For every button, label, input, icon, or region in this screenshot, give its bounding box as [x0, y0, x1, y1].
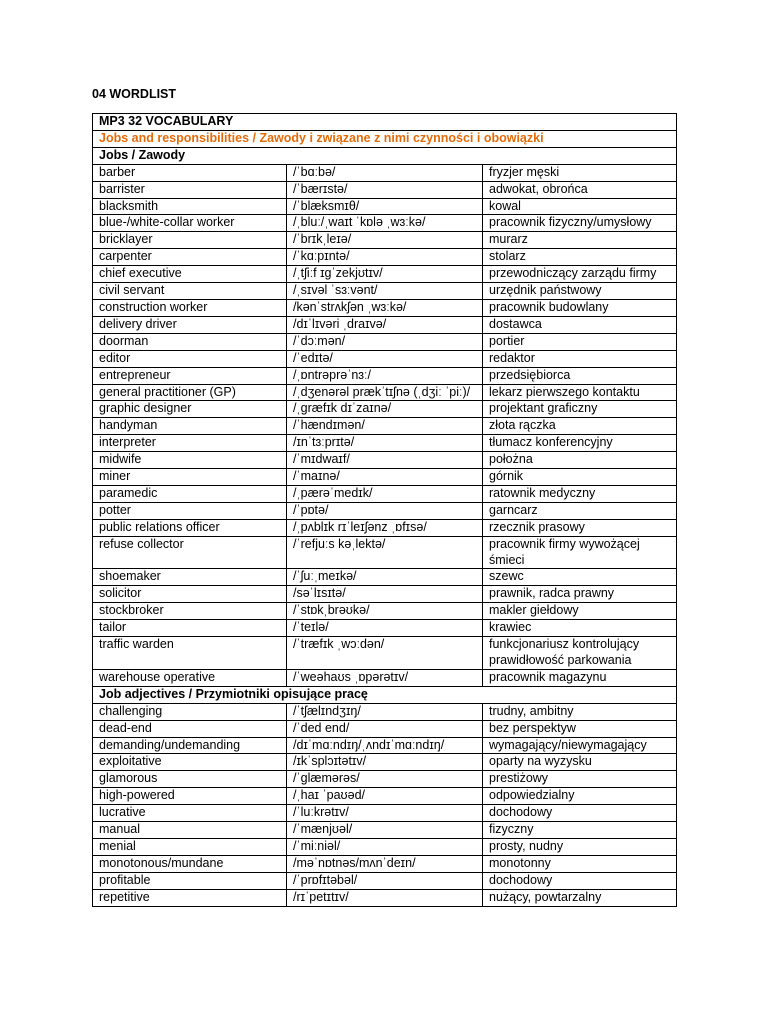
translation-cell: stolarz [483, 249, 677, 266]
term-cell: general practitioner (GP) [93, 384, 287, 401]
pronunciation-cell: /ˈtræfɪk ˌwɔːdən/ [287, 637, 483, 670]
pronunciation-cell: /ˈweəhaʊs ˌɒpərətɪv/ [287, 669, 483, 686]
term-cell: shoemaker [93, 569, 287, 586]
pronunciation-cell: /ˌsɪvəl ˈsɜːvənt/ [287, 283, 483, 300]
pronunciation-cell: /ˌpærəˈmedɪk/ [287, 485, 483, 502]
table-row [93, 333, 677, 350]
table-row [93, 215, 677, 232]
translation-cell: prawnik, radca prawny [483, 586, 677, 603]
pronunciation-cell: /dɪˈmɑːndɪŋ/ˌʌndɪˈmɑːndɪŋ/ [287, 737, 483, 754]
table-row [93, 401, 677, 418]
term-cell: blue-/white-collar worker [93, 215, 287, 232]
table-row [93, 232, 677, 249]
group-header-cell: Jobs / Zawody [93, 147, 677, 164]
term-cell: civil servant [93, 283, 287, 300]
pronunciation-cell: /ˈɡlæmərəs/ [287, 771, 483, 788]
table-row [93, 418, 677, 435]
pronunciation-cell: /ˈbɑːbə/ [287, 164, 483, 181]
term-cell: high-powered [93, 788, 287, 805]
translation-cell: fryzjer męski [483, 164, 677, 181]
table-row [93, 889, 677, 906]
term-cell: exploitative [93, 754, 287, 771]
translation-cell: przewodniczący zarządu firmy [483, 266, 677, 283]
pronunciation-cell: /ˈbrɪkˌleɪə/ [287, 232, 483, 249]
term-cell: repetitive [93, 889, 287, 906]
pronunciation-cell: /ˈhændɪmən/ [287, 418, 483, 435]
pronunciation-cell: /ˈbærɪstə/ [287, 181, 483, 198]
translation-cell: pracownik budowlany [483, 299, 677, 316]
pronunciation-cell: /ˌtʃiːf ɪɡˈzekjʊtɪv/ [287, 266, 483, 283]
table-row [93, 569, 677, 586]
pronunciation-cell: /ˈstɒkˌbrəʊkə/ [287, 603, 483, 620]
term-cell: editor [93, 350, 287, 367]
translation-cell: funkcjonariusz kontrolujący prawidłowość parkowania [483, 637, 677, 670]
translation-cell: prosty, nudny [483, 838, 677, 855]
term-cell: menial [93, 838, 287, 855]
document-title: 04 WORDLIST [92, 87, 177, 101]
translation-cell: kowal [483, 198, 677, 215]
table-row [93, 703, 677, 720]
vocabulary-table [92, 113, 677, 907]
translation-cell: nużący, powtarzalny [483, 889, 677, 906]
translation-cell: fizyczny [483, 822, 677, 839]
table-row [93, 519, 677, 536]
table-row [93, 299, 677, 316]
translation-cell: dochodowy [483, 872, 677, 889]
term-cell: refuse collector [93, 536, 287, 569]
term-cell: interpreter [93, 435, 287, 452]
table-row [93, 822, 677, 839]
term-cell: potter [93, 502, 287, 519]
translation-cell: pracownik firmy wywożącej śmieci [483, 536, 677, 569]
group-header-cell: Job adjectives / Przymiotniki opisujące pracę [93, 686, 677, 703]
pronunciation-cell: /ˌhaɪ ˈpaʊəd/ [287, 788, 483, 805]
table-row [93, 249, 677, 266]
pronunciation-cell: /ˈmænjʊəl/ [287, 822, 483, 839]
table-row [93, 502, 677, 519]
translation-cell: pracownik magazynu [483, 669, 677, 686]
term-cell: handyman [93, 418, 287, 435]
table-row [93, 788, 677, 805]
pronunciation-cell: /ˌpʌblɪk rɪˈleɪʃənz ˌɒfɪsə/ [287, 519, 483, 536]
pronunciation-cell: /rɪˈpetɪtɪv/ [287, 889, 483, 906]
term-cell: entrepreneur [93, 367, 287, 384]
translation-cell: wymagający/niewymagający [483, 737, 677, 754]
term-cell: profitable [93, 872, 287, 889]
table-row [93, 181, 677, 198]
translation-cell: adwokat, obrońca [483, 181, 677, 198]
table-row [93, 637, 677, 670]
term-cell: glamorous [93, 771, 287, 788]
table-row [93, 771, 677, 788]
translation-cell: przedsiębiorca [483, 367, 677, 384]
translation-cell: lekarz pierwszego kontaktu [483, 384, 677, 401]
table-row [93, 737, 677, 754]
pronunciation-cell: /ˈedɪtə/ [287, 350, 483, 367]
term-cell: blacksmith [93, 198, 287, 215]
term-cell: warehouse operative [93, 669, 287, 686]
table-row [93, 198, 677, 215]
pronunciation-cell: /dɪˈlɪvəri ˌdraɪvə/ [287, 316, 483, 333]
translation-cell: dostawca [483, 316, 677, 333]
term-cell: doorman [93, 333, 287, 350]
pronunciation-cell: /ˈmɪdwaɪf/ [287, 452, 483, 469]
pronunciation-cell: /ɪnˈtɜːprɪtə/ [287, 435, 483, 452]
pronunciation-cell: /ˈprɒfɪtəbəl/ [287, 872, 483, 889]
table-row [93, 452, 677, 469]
term-cell: challenging [93, 703, 287, 720]
term-cell: manual [93, 822, 287, 839]
pronunciation-cell: /ˈkɑːpɪntə/ [287, 249, 483, 266]
pronunciation-cell: /ˈteɪlə/ [287, 620, 483, 637]
group-header-row [93, 147, 677, 164]
table-row [93, 720, 677, 737]
translation-cell: monotonny [483, 855, 677, 872]
table-row [93, 435, 677, 452]
pronunciation-cell: /ˈluːkrətɪv/ [287, 805, 483, 822]
translation-cell: złota rączka [483, 418, 677, 435]
term-cell: carpenter [93, 249, 287, 266]
table-row [93, 536, 677, 569]
term-cell: demanding/undemanding [93, 737, 287, 754]
translation-cell: makler giełdowy [483, 603, 677, 620]
pronunciation-cell: /ˌdʒenərəl prækˈtɪʃnə (ˌdʒiː ˈpiː)/ [287, 384, 483, 401]
pronunciation-cell: /ˈmaɪnə/ [287, 469, 483, 486]
term-cell: paramedic [93, 485, 287, 502]
translation-cell: bez perspektyw [483, 720, 677, 737]
pronunciation-cell: /ˌɒntrəprəˈnɜː/ [287, 367, 483, 384]
table-row [93, 586, 677, 603]
table-row [93, 838, 677, 855]
section-title-cell: Jobs and responsibilities / Zawody i związane z nimi czynności i obowiązki [93, 130, 677, 147]
translation-cell: rzecznik prasowy [483, 519, 677, 536]
translation-cell: oparty na wyzysku [483, 754, 677, 771]
translation-cell: murarz [483, 232, 677, 249]
table-row [93, 855, 677, 872]
term-cell: dead-end [93, 720, 287, 737]
translation-cell: górnik [483, 469, 677, 486]
term-cell: barber [93, 164, 287, 181]
translation-cell: dochodowy [483, 805, 677, 822]
term-cell: miner [93, 469, 287, 486]
table-row [93, 384, 677, 401]
term-cell: traffic warden [93, 637, 287, 670]
translation-cell: garncarz [483, 502, 677, 519]
term-cell: stockbroker [93, 603, 287, 620]
pronunciation-cell: /səˈlɪsɪtə/ [287, 586, 483, 603]
table-row [93, 620, 677, 637]
section-title-row [93, 130, 677, 147]
table-row [93, 485, 677, 502]
pronunciation-cell: /ˈrefjuːs kəˌlektə/ [287, 536, 483, 569]
translation-cell: redaktor [483, 350, 677, 367]
pronunciation-cell: /kənˈstrʌkʃən ˌwɜːkə/ [287, 299, 483, 316]
translation-cell: prestiżowy [483, 771, 677, 788]
term-cell: bricklayer [93, 232, 287, 249]
translation-cell: tłumacz konferencyjny [483, 435, 677, 452]
translation-cell: położna [483, 452, 677, 469]
term-cell: midwife [93, 452, 287, 469]
term-cell: chief executive [93, 266, 287, 283]
term-cell: monotonous/mundane [93, 855, 287, 872]
term-cell: construction worker [93, 299, 287, 316]
table-row [93, 805, 677, 822]
table-row [93, 669, 677, 686]
table-row [93, 316, 677, 333]
table-row [93, 350, 677, 367]
pronunciation-cell: /ˌɡræfɪk dɪˈzaɪnə/ [287, 401, 483, 418]
term-cell: public relations officer [93, 519, 287, 536]
pronunciation-cell: /ɪkˈsplɔɪtətɪv/ [287, 754, 483, 771]
table-row [93, 872, 677, 889]
table-row [93, 603, 677, 620]
term-cell: delivery driver [93, 316, 287, 333]
translation-cell: pracownik fizyczny/umysłowy [483, 215, 677, 232]
translation-cell: portier [483, 333, 677, 350]
banner-cell: MP3 32 VOCABULARY [93, 114, 677, 131]
term-cell: tailor [93, 620, 287, 637]
group-header-row [93, 686, 677, 703]
pronunciation-cell: /ˈmiːniəl/ [287, 838, 483, 855]
term-cell: barrister [93, 181, 287, 198]
pronunciation-cell: /ˈblæksmɪθ/ [287, 198, 483, 215]
table-row [93, 469, 677, 486]
vocabulary-table-body [93, 114, 677, 907]
table-row [93, 754, 677, 771]
translation-cell: trudny, ambitny [483, 703, 677, 720]
term-cell: lucrative [93, 805, 287, 822]
pronunciation-cell: /ˈded end/ [287, 720, 483, 737]
term-cell: solicitor [93, 586, 287, 603]
term-cell: graphic designer [93, 401, 287, 418]
pronunciation-cell: /ˈʃuːˌmeɪkə/ [287, 569, 483, 586]
pronunciation-cell: /ˈpɒtə/ [287, 502, 483, 519]
translation-cell: urzędnik państwowy [483, 283, 677, 300]
translation-cell: szewc [483, 569, 677, 586]
table-row [93, 266, 677, 283]
table-row [93, 283, 677, 300]
translation-cell: odpowiedzialny [483, 788, 677, 805]
pronunciation-cell: /ˈdɔːmən/ [287, 333, 483, 350]
translation-cell: ratownik medyczny [483, 485, 677, 502]
banner-row [93, 114, 677, 131]
table-row [93, 367, 677, 384]
pronunciation-cell: /məˈnɒtnəs/mʌnˈdeɪn/ [287, 855, 483, 872]
pronunciation-cell: /ˈtʃælɪndʒɪŋ/ [287, 703, 483, 720]
translation-cell: krawiec [483, 620, 677, 637]
table-row [93, 164, 677, 181]
pronunciation-cell: /ˌbluː/ˌwaɪt ˈkɒlə ˌwɜːkə/ [287, 215, 483, 232]
translation-cell: projektant graficzny [483, 401, 677, 418]
